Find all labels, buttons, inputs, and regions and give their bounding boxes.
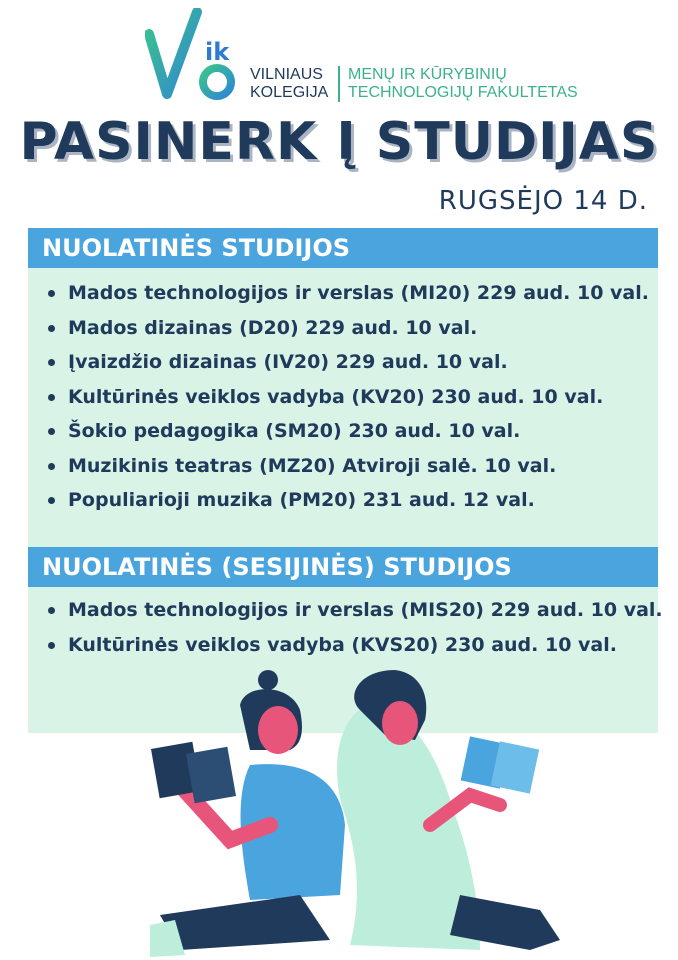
list-item: Mados technologijos ir verslas (MI20) 229 aud. 10 val. [28,276,658,311]
list-item: Kultūrinės veiklos vadyba (KV20) 230 aud. 10 val. [28,380,658,415]
full-time-studies-panel [28,228,658,547]
faculty-name-line1: MENŲ IR KŪRYBINIŲ [348,66,507,83]
program-list [28,268,658,518]
logo-divider [338,66,340,102]
event-date: RUGSĖJO 14 D. [438,186,648,216]
reading-women-illustration [0,665,678,960]
section-header: NUOLATINĖS STUDIJOS [28,228,658,268]
list-item: Mados dizainas (D20) 229 aud. 10 val. [28,311,658,346]
list-item: Muzikinis teatras (MZ20) Atviroji salė. 10 val. [28,449,658,484]
woman-right [337,670,560,950]
list-item: Kultūrinės veiklos vadyba (KVS20) 230 aud. 10 val. [28,628,658,663]
school-name-line1: VILNIAUS [250,66,323,83]
list-item: Šokio pedagogika (SM20) 230 aud. 10 val. [28,414,658,449]
school-name [250,66,328,102]
faculty-name-line2: TECHNOLOGIJŲ FAKULTETAS [348,84,578,101]
woman-left [150,670,345,957]
faculty-name [348,66,578,102]
page-title: PASINERK Į STUDIJAS [19,112,659,172]
school-name-line2: KOLEGIJA [250,84,329,101]
program-list [28,587,663,662]
list-item: Populiarioji muzika (PM20) 231 aud. 12 val. [28,483,658,518]
section-header: NUOLATINĖS (SESIJINĖS) STUDIJOS [28,547,658,587]
list-item: Įvaizdžio dizainas (IV20) 229 aud. 10 val. [28,345,658,380]
list-item: Mados technologijos ir verslas (MIS20) 229 aud. 10 val. [28,593,658,628]
svg-text:ik: ik [205,38,230,66]
